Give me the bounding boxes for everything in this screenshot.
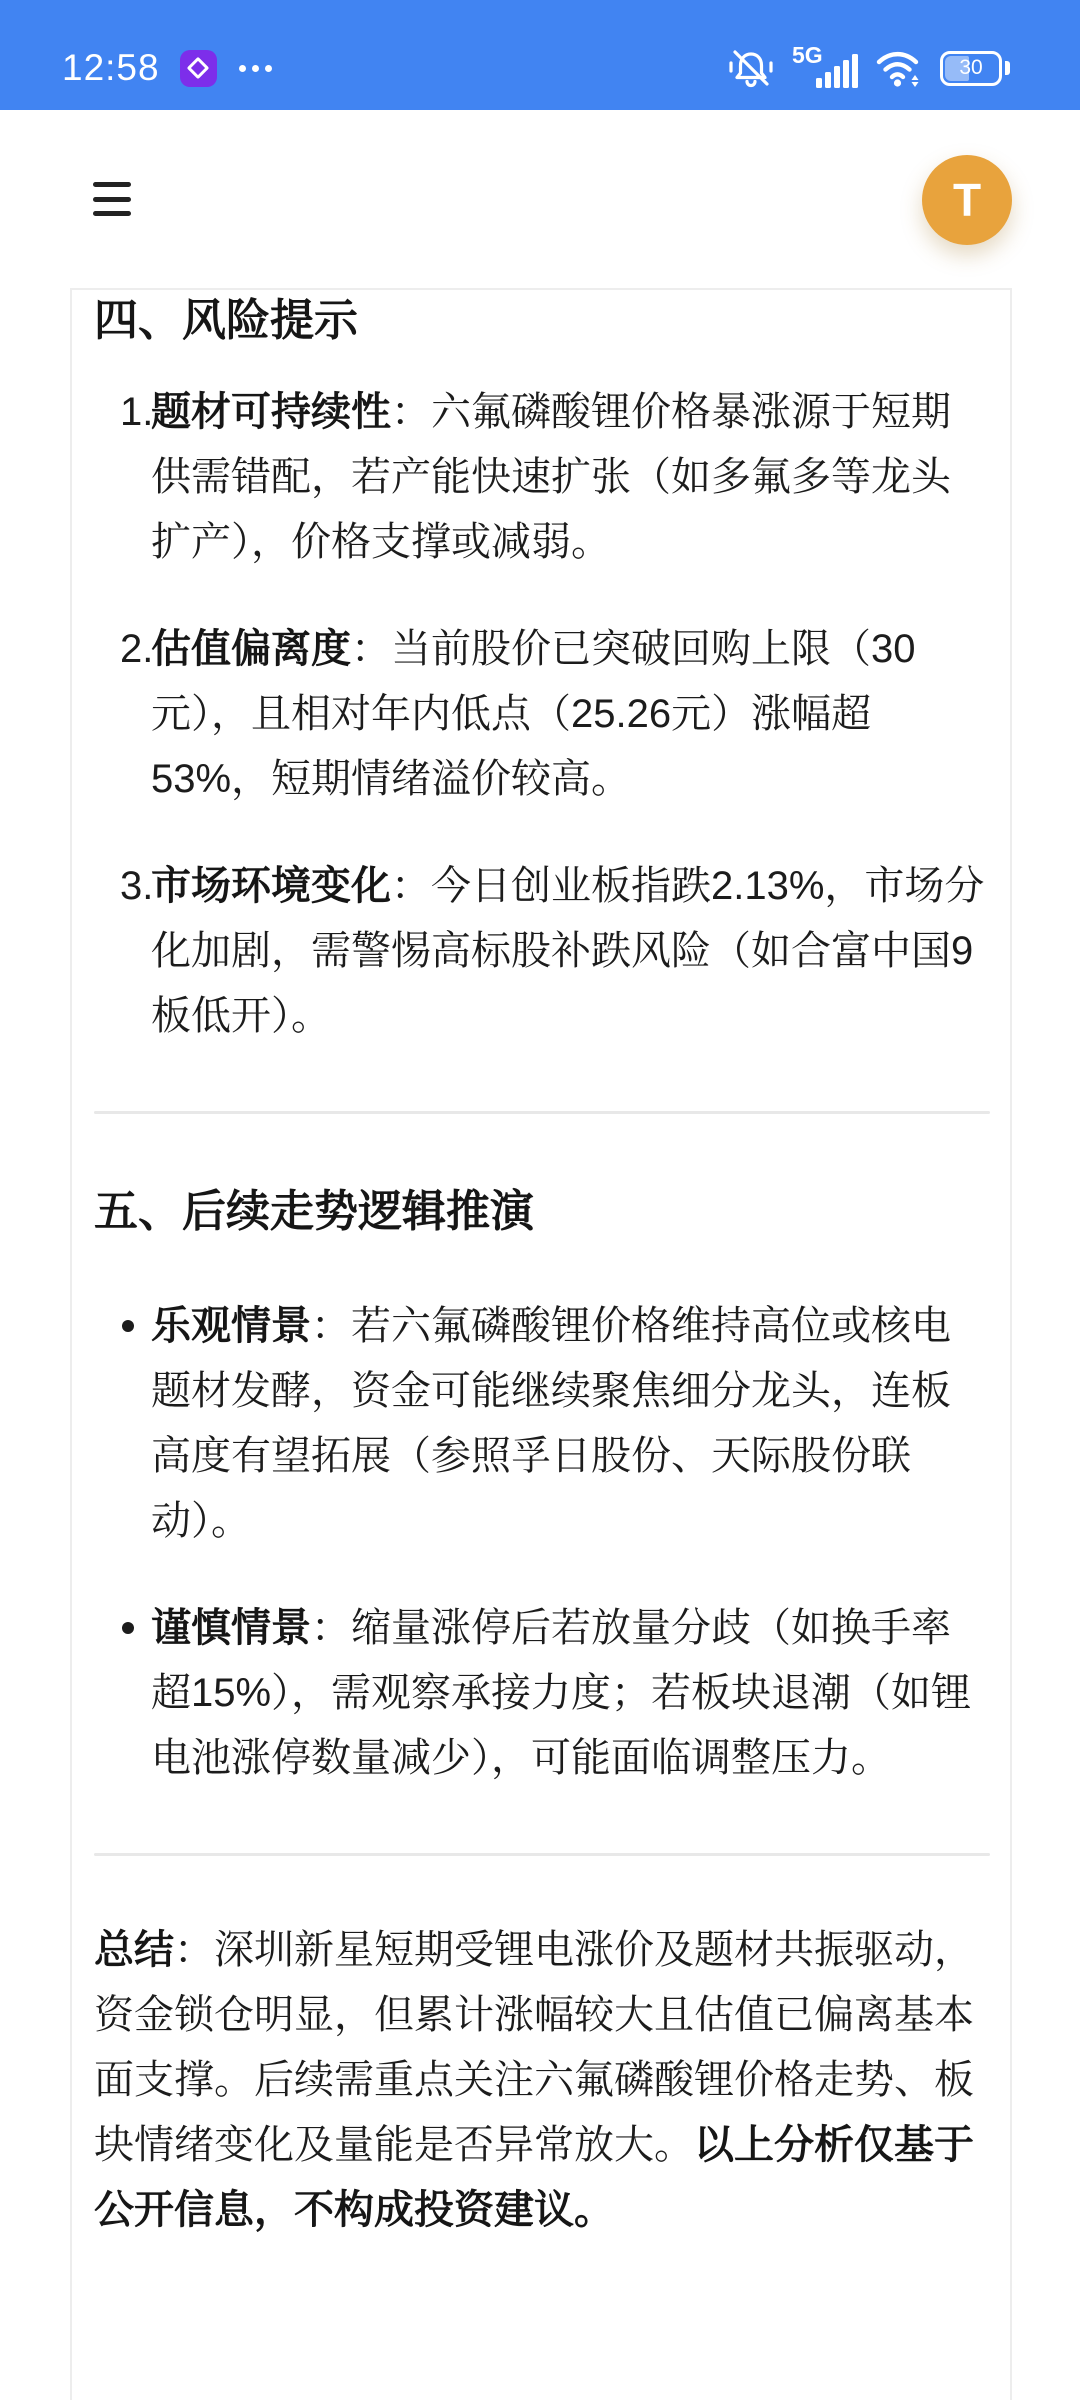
status-bar-left [62, 47, 272, 89]
list-number: 2. [120, 627, 154, 671]
section-divider [94, 1853, 990, 1856]
item-text: ：今日创业板指跌2.13%，市场分化加剧，需警惕高标股补跌风险（如合富中国9板低开）。 [151, 864, 985, 1038]
battery-body [940, 51, 1002, 86]
summary-label: 总结 [94, 1928, 174, 1972]
list-number: 3. [120, 864, 154, 908]
item-text: ：当前股价已突破回购上限（30元），且相对年内低点（25.26元）涨幅超53%，短期情绪溢价较高。 [151, 627, 916, 801]
summary-text: ：深圳新星短期受锂电涨价及题材共振驱动，资金锁仓明显，但累计涨幅较大且估值已偏离基本面支撑。后续需重点关注六氟磷酸锂价格走势、板块情绪变化及量能是否异常放大。 [94, 1928, 974, 2167]
item-label: 市场环境变化 [151, 864, 391, 908]
item-text: ：六氟磷酸锂价格暴涨源于短期供需错配，若产能快速扩张（如多氟多等龙头扩产），价格支撑或减弱。 [151, 390, 951, 564]
list-item [94, 854, 990, 1049]
battery-icon [940, 51, 1010, 86]
hamburger-menu-button[interactable] [93, 182, 131, 216]
item-label: 估值偏离度 [151, 627, 351, 671]
analysis-document [94, 295, 990, 2243]
section-heading-risk: 四、风险提示 [94, 296, 358, 345]
item-text: ：若六氟磷酸锂价格维持高位或核电题材发酵，资金可能继续聚焦细分龙头，连板高度有望拓展（参照孚日股份、天际股份联动）。 [151, 1304, 951, 1543]
app-header [0, 110, 1080, 288]
avatar-letter: T [952, 174, 982, 226]
section-heading-outlook: 五、后续走势逻辑推演 [94, 1187, 534, 1236]
item-label: 谨慎情景 [151, 1606, 311, 1650]
diamond-app-icon [180, 50, 217, 87]
network-type-label: 5G [792, 42, 823, 68]
list-item [94, 617, 990, 812]
signal-bars-icon [816, 54, 858, 88]
risk-list [94, 380, 990, 1049]
battery-level: 30 [959, 56, 983, 79]
list-item [94, 1294, 990, 1554]
clock: 12:58 [62, 47, 160, 88]
wifi-icon [874, 47, 924, 89]
summary-disclaimer: 以上分析仅基于公开信息，不构成投资建议。 [94, 2123, 974, 2232]
status-bar [0, 0, 1080, 110]
avatar[interactable] [922, 155, 1012, 245]
message-card [70, 288, 1012, 2400]
status-bar-right [726, 42, 1010, 90]
summary-paragraph [94, 1918, 990, 2243]
item-text: ：缩量涨停后若放量分歧（如换手率超15%），需观察承接力度；若板块退潮（如锂电池涨停数量减少），可能面临调整压力。 [151, 1606, 972, 1780]
item-label: 题材可持续性 [151, 390, 391, 434]
battery-nub [1005, 61, 1010, 75]
ellipsis-icon [239, 65, 272, 72]
mute-bell-icon [726, 46, 776, 90]
bullet-dot-icon [122, 1622, 134, 1634]
item-label: 乐观情景 [151, 1304, 311, 1348]
section-divider [94, 1111, 990, 1114]
diamond-glyph [187, 57, 210, 80]
list-item [94, 380, 990, 575]
list-number: 1. [120, 390, 154, 434]
outlook-list [94, 1294, 990, 1791]
bullet-dot-icon [122, 1320, 134, 1332]
list-item [94, 1596, 990, 1791]
signal-5g-icon [792, 42, 858, 90]
